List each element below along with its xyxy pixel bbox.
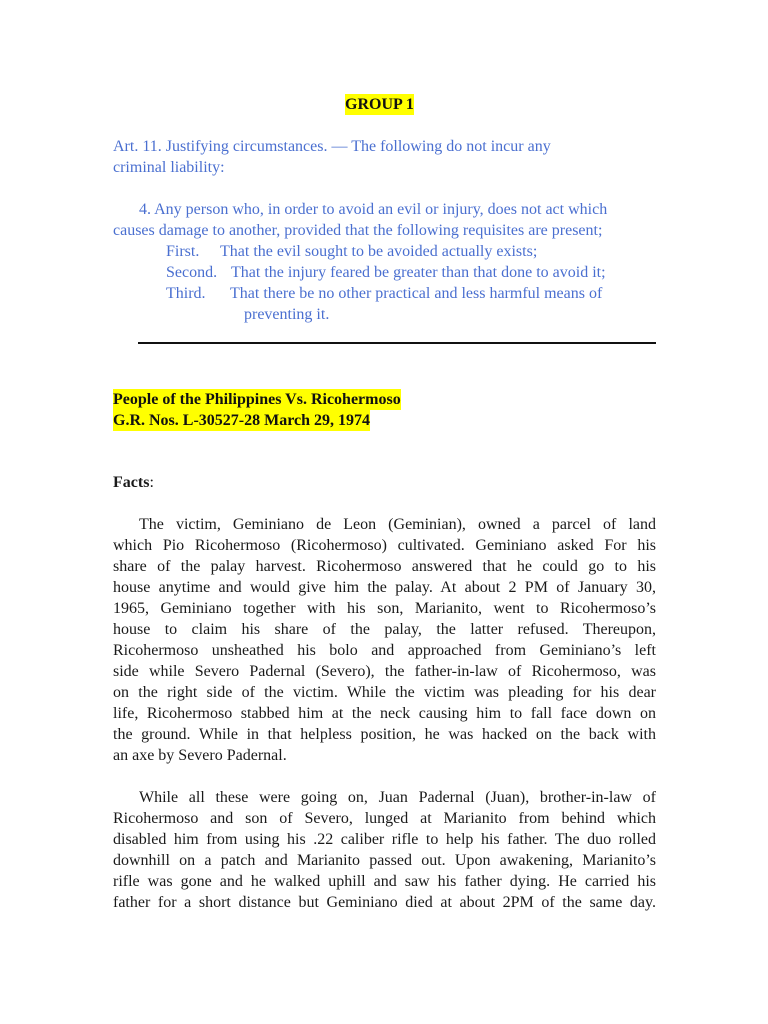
requisite-second (166, 262, 606, 283)
facts-paragraph-2-line: rifle was gone and he walked uphill and saw his father dying. He carried his (113, 873, 656, 890)
facts-paragraph-1-line: Ricohermoso unsheathed his bolo and approached from Geminiano’s left (113, 642, 656, 659)
facts-paragraph-1-line: house anytime and would give him the palay. At about 2 PM of January 30, (113, 579, 656, 596)
requisite-third (166, 283, 602, 304)
article-line-1: Art. 11. Justifying circumstances. — The following do not incur any (113, 138, 551, 155)
requisite-intro-line-2: causes damage to another, provided that the following requisites are present; (113, 222, 603, 239)
requisite-text: That the evil sought to be avoided actually exists; (220, 243, 538, 260)
group-heading: GROUP 1 (345, 96, 414, 113)
facts-paragraph-2-line: disabled him from using his .22 caliber rifle to help his father. The duo rolled (113, 831, 656, 848)
facts-paragraph-1-line: side while Severo Padernal (Severo), the father-in-law of Ricohermoso, was (113, 663, 656, 680)
facts-paragraph-2-line: father for a short distance but Geminiano died at about 2PM of the same day. (113, 894, 656, 911)
facts-paragraph-2-line: Ricohermoso and son of Severo, lunged at Marianito from behind which (113, 810, 656, 827)
facts-paragraph-1-line: share of the palay harvest. Ricohermoso answered that he could go to his (113, 558, 656, 575)
facts-paragraph-1-line: The victim, Geminiano de Leon (Geminian), owned a parcel of land (139, 516, 656, 533)
facts-colon: : (149, 474, 154, 491)
requisite-label: Third. (166, 285, 206, 302)
requisite-intro-line-1: 4. Any person who, in order to avoid an evil or injury, does not act which (139, 201, 608, 218)
requisite-text: That the injury feared be greater than that done to avoid it; (231, 264, 606, 281)
article-line-2: criminal liability: (113, 159, 225, 176)
facts-paragraph-1-line: 1965, Geminiano together with his son, Marianito, went to Ricohermoso’s (113, 600, 656, 617)
requisite-label: Second. (166, 264, 218, 281)
facts-paragraph-1-line: the ground. While in that helpless position, he was hacked on the back with (113, 726, 656, 743)
facts-label: Facts (113, 474, 150, 491)
facts-paragraph-1-line: life, Ricohermoso stabbed him at the neck causing him to fall face down on (113, 705, 656, 722)
requisite-text: That there be no other practical and less harmful means of (230, 285, 603, 302)
facts-paragraph-1-line: which Pio Ricohermoso (Ricohermoso) cultivated. Geminiano asked For his (113, 537, 656, 554)
requisite-third-continued: preventing it. (244, 306, 330, 323)
requisite-first (166, 241, 537, 262)
facts-paragraph-1-line: an axe by Severo Padernal. (113, 747, 287, 764)
facts-paragraph-1-line: house to claim his share of the palay, the latter refused. Thereupon, (113, 621, 656, 638)
requisite-label: First. (166, 243, 200, 260)
facts-paragraph-2-line: downhill on a patch and Marianito passed out. Upon awakening, Marianito’s (113, 852, 656, 869)
case-title: People of the Philippines Vs. Ricohermoso (113, 391, 401, 408)
facts-paragraph-1-line: on the right side of the victim. While the victim was pleading for his dear (113, 684, 656, 701)
case-gr-number: G.R. Nos. L-30527-28 March 29, 1974 (113, 412, 371, 429)
facts-heading (113, 472, 154, 493)
horizontal-divider (138, 342, 656, 344)
facts-paragraph-2-line: While all these were going on, Juan Padernal (Juan), brother-in-law of (139, 789, 656, 806)
